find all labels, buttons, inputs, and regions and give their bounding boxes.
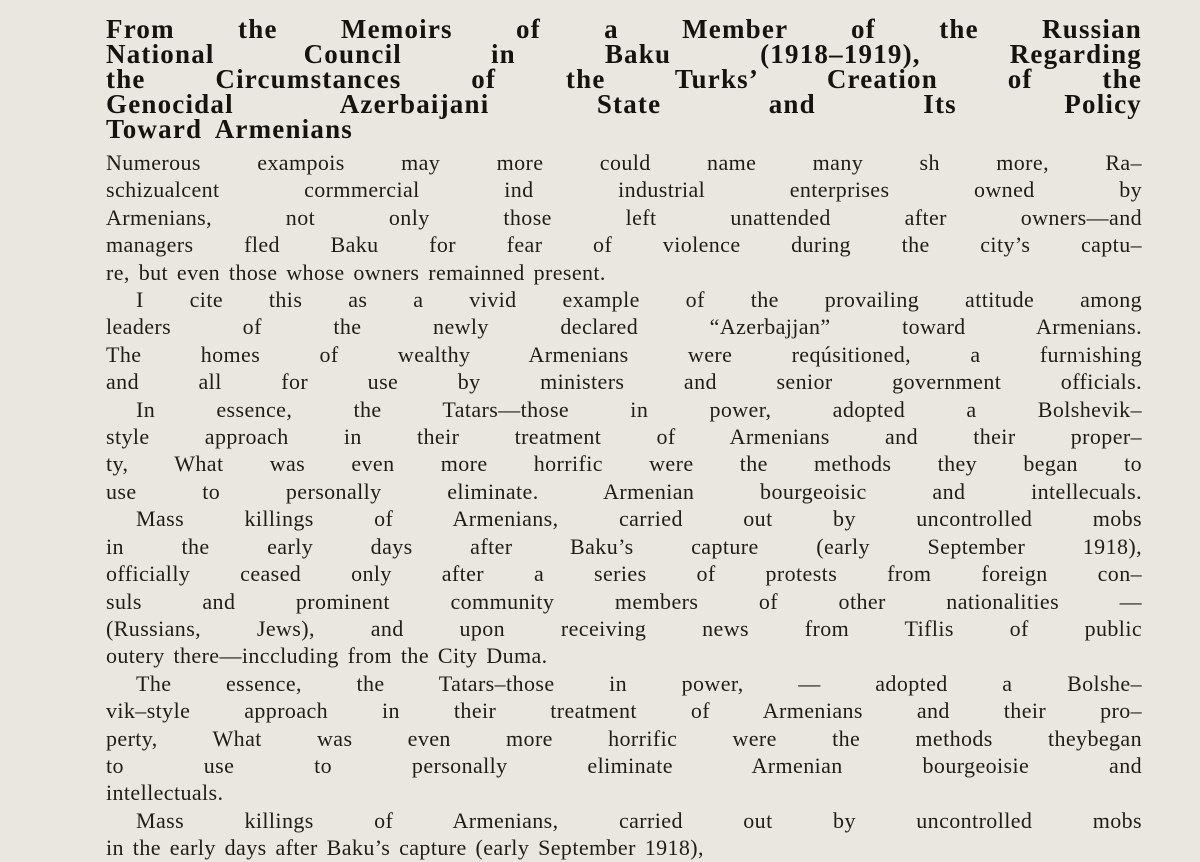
text-line: The essence, the Tatars–those in power, — adopted a Bolshe– [136, 670, 1142, 696]
title-line: Toward Armenians [106, 114, 353, 144]
text-line: managers fled Baku for fear of violence during the city’s captu– [106, 232, 1142, 258]
text-line: I cite this as a vivid example of the provailing attitude among [136, 287, 1142, 313]
text-line: use to personally eliminate. Armenian bourgeoisic and intellecuals. [106, 478, 1142, 504]
text-line: re, but even those whose owners remainned present. [106, 259, 606, 285]
text-line: intellectuals. [106, 780, 224, 806]
paragraph [106, 807, 1142, 862]
text-line: (Russians, Jews), and upon receiving news from Tiflis of public [106, 615, 1142, 641]
text-line: Mass killings of Armenians, carried out by uncontrolled mobs [136, 807, 1142, 833]
text-line: schizualcent cormmercial ind industrial enterprises owned by [106, 177, 1142, 203]
title-line: Genocidal Azerbaijani State and Its Policy [106, 89, 1142, 119]
text-line: outery there—inccluding from the City Duma. [106, 643, 548, 669]
paragraph [106, 505, 1142, 669]
text-line: and all for use by ministers and senior government officials. [106, 369, 1142, 395]
paragraph [106, 149, 1142, 286]
text-line: to use to personally eliminate Armenian bourgeoisie and [106, 752, 1142, 778]
text-line: perty, What was even more horrific were the methods theybegan [106, 725, 1142, 751]
text-line: Armenians, not only those left unattended after owners—and [106, 204, 1142, 230]
text-line: style approach in their treatment of Armenians and their proper– [106, 424, 1142, 450]
text-line: Mass killings of Armenians, carried out by uncontrolled mobs [136, 506, 1142, 532]
text-line: in the early days after Baku’s capture (early September 1918), [106, 533, 1142, 559]
text-line: Numerous exampois may more could name many sh more, Ra– [106, 150, 1142, 175]
paragraph [106, 286, 1142, 396]
title-line: the Circumstances of the Turks’ Creation of the [106, 64, 1142, 94]
paragraph [106, 396, 1142, 506]
title-line: National Council in Baku (1918–1919), Regarding [106, 39, 1142, 69]
text-line: leaders of the newly declared “Azerbajjan” toward Armenians. [106, 314, 1142, 340]
text-line: vik–style approach in their treatment of Armenians and their pro– [106, 698, 1142, 724]
paragraph [106, 670, 1142, 807]
text-line: ty, What was even more horrific were the methods they began to [106, 451, 1142, 477]
text-line: In essence, the Tatars—those in power, adopted a Bolshevik– [136, 396, 1142, 422]
title-line: From the Memoirs of a Member of the Russian [106, 14, 1142, 44]
text-line: officially ceased only after a series of protests from foreign con– [106, 561, 1142, 587]
document-title [106, 14, 1142, 144]
text-line: The homes of wealthy Armenians were reqúsitioned, a furnɿishing [106, 341, 1142, 367]
text-line: suls and prominent community members of other nationalities — [106, 588, 1142, 614]
text-line: in the early days after Baku’s capture (early September 1918), [106, 835, 704, 861]
document-body [106, 149, 1142, 862]
